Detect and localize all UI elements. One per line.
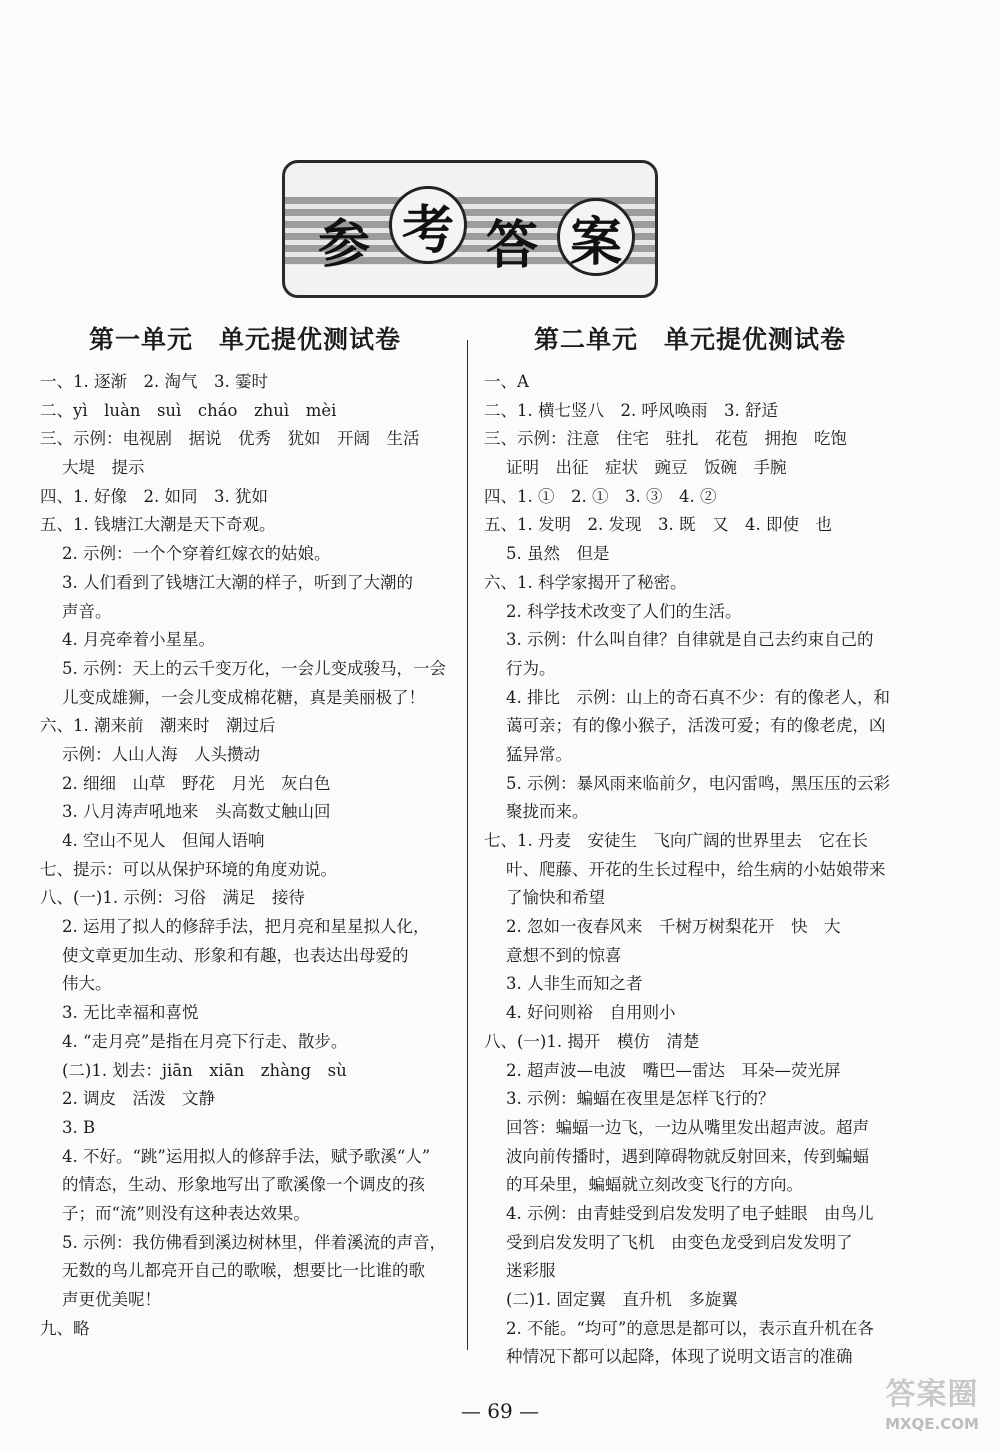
unit-one-answers [40, 368, 450, 1343]
banner-char: 参 [317, 213, 370, 275]
answer-line: 一、1. 逐渐 2. 淘气 3. 霎时 [40, 372, 268, 391]
answer-line: 六、1. 科学家揭开了秘密。 [484, 572, 687, 592]
answer-line: 六、1. 潮来前 潮来时 潮过后 [40, 716, 276, 736]
answer-line: 波向前传播时，遇到障碍物就反射回来，传到蝙蝠 [506, 1146, 869, 1166]
answer-line: 七、1. 丹麦 安徒生 飞向广阔的世界里去 它在长 [484, 831, 868, 850]
answer-line: 2. 调皮 活泼 文静 [62, 1089, 215, 1109]
answer-line: 无数的鸟儿都亮开自己的歌喉，想要比一比谁的歌 [62, 1261, 425, 1281]
answer-line: 2. 不能。“均可”的意思是都可以，表示直升机在各 [506, 1318, 874, 1338]
answer-line: 五、1. 发明 2. 发现 3. 既 又 4. 即使 也 [484, 515, 832, 535]
answer-line: 八、(一)1. 示例：习俗 满足 接待 [40, 888, 305, 908]
answer-line: 2. 细细 山草 野花 月光 灰白色 [62, 773, 331, 793]
answer-line: 3. B [62, 1117, 96, 1137]
answer-line: 七、提示：可以从保护环境的角度劝说。 [40, 859, 337, 879]
page-number: — 69 — [460, 1399, 540, 1423]
answer-line: 5. 虽然 但是 [506, 544, 610, 564]
answer-key-banner [282, 160, 658, 298]
answer-line: 四、1. 好像 2. 如同 3. 犹如 [40, 486, 268, 506]
answer-line: 2. 科学技术改变了人们的生活。 [506, 601, 742, 621]
answer-line: 子；而“流”则没有这种表达效果。 [62, 1203, 310, 1223]
answer-line: 受到启发发明了飞机 由变色龙受到启发发明了 [506, 1232, 853, 1252]
answer-line: 4. 月亮牵着小星星。 [62, 630, 215, 650]
answer-line: 伟大。 [62, 974, 112, 994]
unit-two-title: 第二单元 单元提优测试卷 [533, 325, 846, 354]
banner-title [305, 189, 635, 279]
answer-line: 3. 人非生而知之者 [506, 974, 643, 994]
unit-one-column [40, 322, 450, 1343]
answer-line: 声更优美呢！ [62, 1290, 161, 1309]
answer-line: 行为。 [506, 658, 556, 678]
unit-two-answers [484, 368, 896, 1372]
answer-line: 3. 人们看到了钱塘江大潮的样子，听到了大潮的 [62, 572, 413, 592]
answer-line: 二、yì luàn suì cháo zhuì mèi [40, 400, 337, 420]
answer-line: 二、1. 横七竖八 2. 呼风唤雨 3. 舒适 [484, 400, 778, 420]
answer-line: 2. 示例：一个个穿着红嫁衣的姑娘。 [62, 544, 331, 564]
answer-line: 猛异常。 [506, 744, 572, 764]
answer-line: 5. 示例：暴风雨来临前夕，电闪雷鸣，黑压压的云彩 [506, 773, 890, 793]
answer-line: 2. 忽如一夜春风来 千树万树梨花开 快 大 [506, 917, 841, 937]
answer-line: 4. 不好。“跳”运用拟人的修辞手法，赋予歌溪“人” [62, 1146, 431, 1166]
banner-char: 案 [557, 198, 635, 276]
answer-line: 使文章更加生动、形象和有趣，也表达出母爱的 [62, 945, 409, 965]
answer-line: 3. 示例：蝙蝠在夜里是怎样飞行的？ [506, 1089, 775, 1109]
answer-line: (二)1. 划去：jiān xiān zhàng sù [62, 1060, 347, 1080]
answer-line: 5. 示例：天上的云千变万化，一会儿变成骏马，一会 [62, 658, 446, 678]
answer-line: 五、1. 钱塘江大潮是天下奇观。 [40, 515, 276, 535]
answer-line: 种情况下都可以起降，体现了说明文语言的准确 [506, 1347, 853, 1367]
answer-line: 4. 示例：由青蛙受到启发发明了电子蛙眼 由鸟儿 [506, 1203, 874, 1223]
answer-line: 意想不到的惊喜 [506, 945, 622, 965]
answer-line: 证明 出征 症状 豌豆 饭碗 手腕 [506, 458, 787, 478]
watermark-logo [882, 1376, 982, 1436]
watermark-text: 答案圈 [885, 1377, 979, 1412]
answer-line: 回答：蝙蝠一边飞，一边从嘴里发出超声波。超声 [506, 1117, 869, 1137]
answer-line: 3. 八月涛声吼地来 头高数丈触山回 [62, 802, 331, 822]
answer-line: 九、略 [40, 1318, 90, 1338]
answer-line: 声音。 [62, 601, 112, 621]
unit-one-title: 第一单元 单元提优测试卷 [88, 325, 401, 354]
answer-line: 大堤 提示 [62, 458, 145, 478]
answer-line: (二)1. 固定翼 直升机 多旋翼 [506, 1290, 738, 1309]
answer-line: 的情态，生动、形象地写出了歌溪像一个调皮的孩 [62, 1175, 425, 1195]
answer-line: 四、1. ① 2. ① 3. ③ 4. ② [484, 486, 717, 506]
column-divider [467, 340, 468, 1350]
answer-line: 3. 无比幸福和喜悦 [62, 1003, 199, 1023]
answer-line: 蔼可亲；有的像小猴子，活泼可爱；有的像老虎，凶 [506, 716, 886, 736]
answer-line: 一、A [484, 372, 529, 391]
answer-line: 4. “走月亮”是指在月亮下行走、散步。 [62, 1031, 348, 1051]
banner-char: 考 [389, 186, 467, 264]
answer-line: 八、(一)1. 揭开 模仿 清楚 [484, 1031, 700, 1051]
answer-line: 了愉快和希望 [506, 888, 605, 908]
answer-line: 4. 排比 示例：山上的奇石真不少：有的像老人，和 [506, 687, 890, 707]
answer-line: 4. 空山不见人 但闻人语响 [62, 831, 265, 850]
answer-line: 聚拢而来。 [506, 802, 589, 822]
answer-line: 5. 示例：我仿佛看到溪边树林里，伴着溪流的声音， [62, 1232, 446, 1252]
answer-line: 三、示例：注意 住宅 驻扎 花苞 拥抱 吃饱 [484, 429, 847, 449]
answer-line: 儿变成雄狮，一会儿变成棉花糖，真是美丽极了！ [62, 687, 425, 707]
answer-line: 迷彩服 [506, 1261, 556, 1281]
banner-char: 答 [485, 214, 538, 276]
answer-line: 三、示例：电视剧 据说 优秀 犹如 开阔 生活 [40, 429, 420, 449]
answer-line: 叶、爬藤、开花的生长过程中，给生病的小姑娘带来 [506, 859, 886, 879]
watermark-url: MXQE.COM [885, 1415, 979, 1433]
unit-two-column [484, 322, 896, 1372]
answer-line: 2. 超声波—电波 嘴巴—雷达 耳朵—荧光屏 [506, 1060, 841, 1080]
answer-line: 4. 好问则裕 自用则小 [506, 1003, 676, 1023]
answer-line: 2. 运用了拟人的修辞手法，把月亮和星星拟人化， [62, 917, 430, 937]
answer-line: 3. 示例：什么叫自律？自律就是自己去约束自己的 [506, 630, 874, 650]
answer-line: 的耳朵里，蝙蝠就立刻改变飞行的方向。 [506, 1175, 803, 1195]
answer-line: 示例：人山人海 人头攒动 [62, 744, 260, 764]
